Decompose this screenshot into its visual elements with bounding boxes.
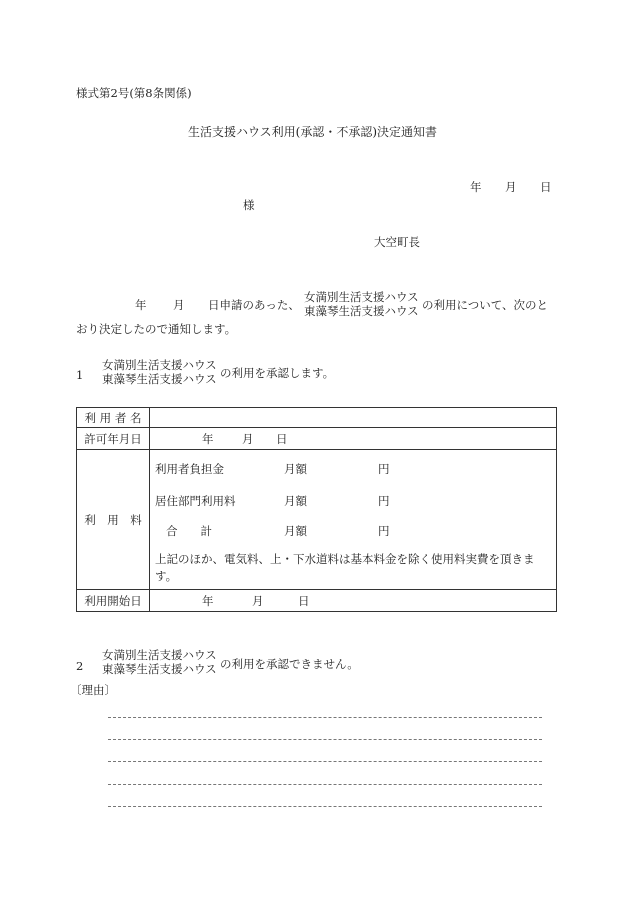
fee-unit: 円 [378, 494, 390, 509]
decision-table [76, 407, 557, 612]
fee-period: 月額 [284, 524, 307, 539]
fee-row [150, 489, 556, 513]
fee-name: 居住部門利用料 [155, 494, 236, 509]
reason-line [108, 717, 542, 718]
permit-month: 月 [242, 431, 254, 446]
section-1-facility-stack [102, 358, 217, 387]
intro-month: 月 [173, 298, 185, 312]
date-month: 月 [505, 180, 517, 194]
intro-line2: おり決定したので通知します。 [76, 322, 237, 336]
user-name-value [150, 408, 557, 428]
document-title: 生活支援ハウス利用(承認・不承認)決定通知書 [188, 125, 438, 139]
section-2-facility-1: 女満別生活支援ハウス [102, 648, 217, 662]
addressee-suffix: 様 [243, 198, 255, 212]
intro-year: 年 [135, 298, 147, 312]
section-2-number: 2 [76, 659, 84, 673]
permit-date-value [150, 428, 557, 450]
intro-facility-stack [304, 290, 419, 319]
fee-note: 上記のほか、電気料、上・下水道料は基本料金を除く使用料実費を頂きます。 [155, 552, 535, 583]
start-date-label: 利用開始日 [77, 590, 150, 612]
fee-label: 利 用 料 [77, 450, 150, 590]
reason-label: 〔理由〕 [70, 683, 116, 697]
user-name-label: 利 用 者 名 [77, 408, 150, 428]
start-month: 月 [252, 593, 264, 608]
section-2-facility-2: 東藻琴生活支援ハウス [102, 662, 217, 677]
start-year: 年 [202, 593, 214, 608]
section-1-facility-1: 女満別生活支援ハウス [102, 358, 217, 372]
reason-line [108, 739, 542, 740]
intro-facility-2: 東藻琴生活支援ハウス [304, 304, 419, 319]
fee-period: 月額 [284, 494, 307, 509]
intro-after: の利用について、次のと [422, 298, 549, 312]
fee-row [150, 519, 556, 543]
section-1-text: の利用を承認します。 [220, 366, 335, 380]
fee-name: 利用者負担金 [155, 462, 224, 477]
start-day: 日 [298, 593, 310, 608]
section-2-text: の利用を承認できません。 [220, 657, 359, 671]
row-start-date [77, 590, 557, 612]
permit-year: 年 [202, 431, 214, 446]
row-fees [77, 450, 557, 590]
row-user-name [77, 408, 557, 428]
permit-date-label: 許可年月日 [77, 428, 150, 450]
date-day: 日 [540, 180, 552, 194]
start-date-value [150, 590, 557, 612]
row-permit-date [77, 428, 557, 450]
issuer: 大空町長 [374, 235, 420, 249]
fee-details [150, 450, 557, 590]
permit-day: 日 [276, 431, 288, 446]
reason-line [108, 784, 542, 785]
fee-row [150, 457, 556, 481]
reason-line [108, 761, 542, 762]
fee-unit: 円 [378, 524, 390, 539]
section-1-number: 1 [76, 368, 84, 382]
intro-facility-1: 女満別生活支援ハウス [304, 290, 419, 304]
date-year: 年 [470, 180, 482, 194]
fee-period: 月額 [284, 462, 307, 477]
section-1-facility-2: 東藻琴生活支援ハウス [102, 372, 217, 387]
fee-unit: 円 [378, 462, 390, 477]
section-2-facility-stack [102, 648, 217, 677]
fee-name: 合 計 [166, 524, 212, 539]
form-number: 様式第2号(第8条関係) [76, 86, 192, 100]
intro-day-text: 日申請のあった、 [208, 298, 300, 312]
reason-line [108, 806, 542, 807]
